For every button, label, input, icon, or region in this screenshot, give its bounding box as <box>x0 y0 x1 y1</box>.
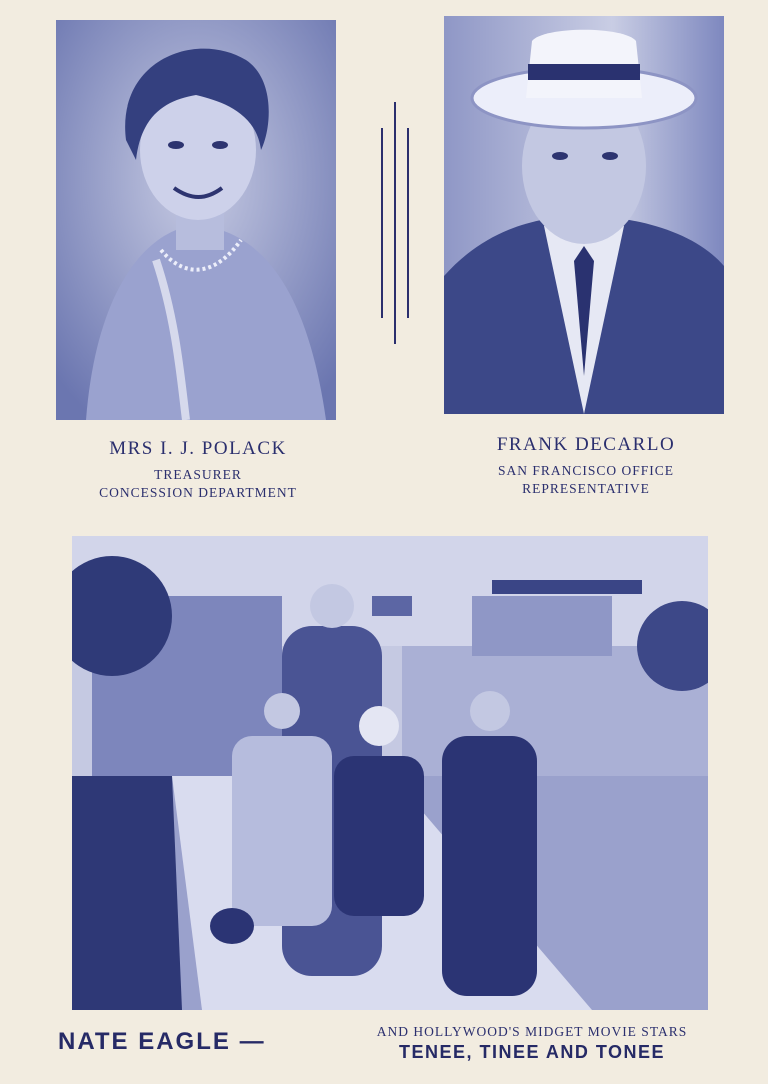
portrait-department: REPRESENTATIVE <box>522 481 650 496</box>
group-photo-caption <box>340 1024 724 1063</box>
portrait-caption-polack <box>60 438 336 502</box>
divider-line <box>407 128 409 318</box>
portrait-title: TREASURER <box>154 467 242 482</box>
divider-line <box>394 102 396 344</box>
portrait-name: MRS I. J. POLACK <box>109 438 287 459</box>
portrait-caption-decarlo <box>446 434 726 498</box>
headline-nate-eagle: NATE EAGLE — <box>58 1028 266 1055</box>
portrait-photo-polack <box>56 20 336 420</box>
caption-line-names: TENEE, TINEE AND TONEE <box>398 1042 666 1062</box>
portrait-photo-decarlo <box>444 16 724 414</box>
divider-line <box>381 128 383 318</box>
portrait-name: FRANK DECARLO <box>496 434 676 455</box>
caption-line-stars: AND HOLLYWOOD'S MIDGET MOVIE STARS <box>376 1024 688 1039</box>
portrait-department: CONCESSION DEPARTMENT <box>99 485 297 500</box>
group-photo-studio <box>72 536 708 1010</box>
portrait-title: SAN FRANCISCO OFFICE <box>497 463 675 478</box>
